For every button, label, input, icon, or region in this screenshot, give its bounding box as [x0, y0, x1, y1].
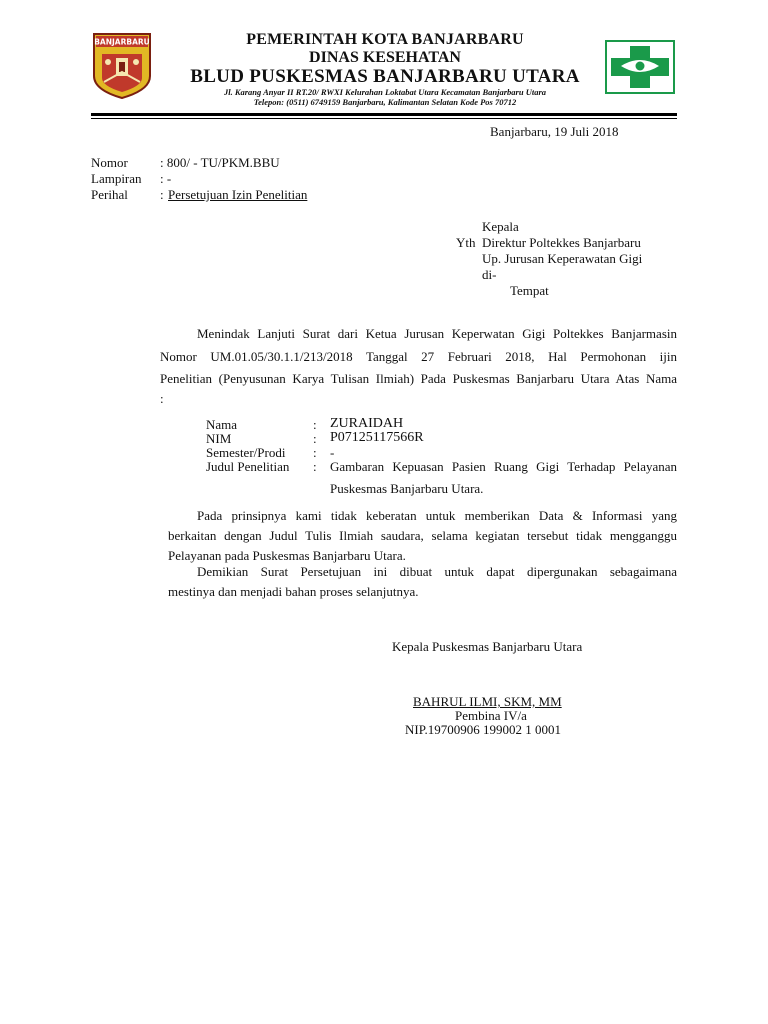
field-label-nama: Nama [206, 417, 238, 432]
field-value-nim: P07125117566R [330, 430, 424, 445]
signature-nip: NIP.19700906 199002 1 0001 [405, 722, 562, 737]
recipient-yth: Yth [456, 235, 476, 250]
field-colon-nama: : [313, 417, 317, 432]
field-value-judul-cont: Puskesmas Banjarbaru Utara. [330, 481, 484, 496]
body-p2-line3: Pelayanan pada Puskesmas Banjarbaru Utara. [168, 548, 406, 563]
body-p1-line3: Penelitian (Penyusunan Karya Tulisan Ilmiah) Pada Puskesmas Banjarbaru Utara Atas Nama [160, 371, 677, 386]
field-value-nama: ZURAIDAH [330, 416, 404, 431]
letterhead-rule-thin [91, 118, 677, 119]
recipient-line3: Up. Jurusan Keperawatan Gigi [482, 251, 643, 266]
body-p2-line2: berkaitan dengan Judul Tulis Ilmiah saudara, selama kegiatan tersebut tidak mengganggu [168, 528, 677, 543]
perihal-colon: : [160, 187, 164, 202]
recipient-line5: Tempat [510, 283, 549, 298]
field-value-judul: Gambaran Kepuasan Pasien Ruang Gigi Terhadap Pelayanan [330, 459, 677, 474]
lampiran-label: Lampiran [91, 171, 142, 186]
letterhead-institution: BLUD PUSKESMAS BANJARBARU UTARA [190, 66, 580, 87]
signature-rank: Pembina IV/a [455, 708, 527, 723]
signature-name: BAHRUL ILMI, SKM, MM [413, 694, 562, 709]
body-p3-line1: Demikian Surat Persetujuan ini dibuat untuk dapat dipergunakan sebagaimana [197, 564, 677, 579]
banjarbaru-emblem-icon [92, 32, 152, 100]
puskesmas-logo-icon [605, 40, 675, 94]
field-colon-semester: : [313, 445, 317, 460]
body-p1-line2: Nomor UM.01.05/30.1.1/213/2018 Tanggal 27 Februari 2018, Hal Permohonan ijin [160, 349, 677, 364]
recipient-line2: Direktur Poltekkes Banjarbaru [482, 235, 641, 250]
body-p1-line4: : [160, 391, 164, 406]
field-value-semester: - [330, 445, 335, 460]
recipient-line4: di- [482, 267, 497, 282]
field-label-judul: Judul Penelitian [206, 459, 290, 474]
field-label-nim: NIM [206, 431, 232, 446]
letterhead-department: DINAS KESEHATAN [309, 49, 461, 66]
field-label-semester: Semester/Prodi [206, 445, 286, 460]
nomor-label: Nomor [91, 155, 128, 170]
letterhead-rule-thick [91, 113, 677, 116]
lampiran-value: : - [160, 171, 172, 186]
perihal-label: Perihal [91, 187, 128, 202]
letterhead-government: PEMERINTAH KOTA BANJARBARU [246, 31, 524, 48]
recipient-line1: Kepala [482, 219, 519, 234]
letter-date: Banjarbaru, 19 Juli 2018 [490, 124, 619, 139]
letterhead-phone: Telepon: (0511) 6749159 Banjarbaru, Kalimantan Selatan Kode Pos 70712 [253, 97, 517, 107]
field-colon-judul: : [313, 459, 317, 474]
field-colon-nim: : [313, 431, 317, 446]
nomor-value: : 800/ - TU/PKM.BBU [160, 155, 280, 170]
body-p3-line2: mestinya dan menjadi bahan proses selanjutnya. [168, 584, 419, 599]
emblem-banner-text: BANJARBARU [94, 37, 150, 47]
letterhead-address: Jl. Karang Anyar II RT.20/ RWXI Kelurahan Loktabat Utara Kecamatan Banjarbaru Utara [223, 87, 547, 97]
body-p1-line1: Menindak Lanjuti Surat dari Ketua Jurusan Keperwatan Gigi Poltekkes Banjarmasin [197, 326, 677, 341]
signature-title: Kepala Puskesmas Banjarbaru Utara [392, 639, 583, 654]
perihal-value: Persetujuan Izin Penelitian [168, 187, 308, 202]
body-p2-line1: Pada prinsipnya kami tidak keberatan untuk memberikan Data & Informasi yang [197, 508, 677, 523]
